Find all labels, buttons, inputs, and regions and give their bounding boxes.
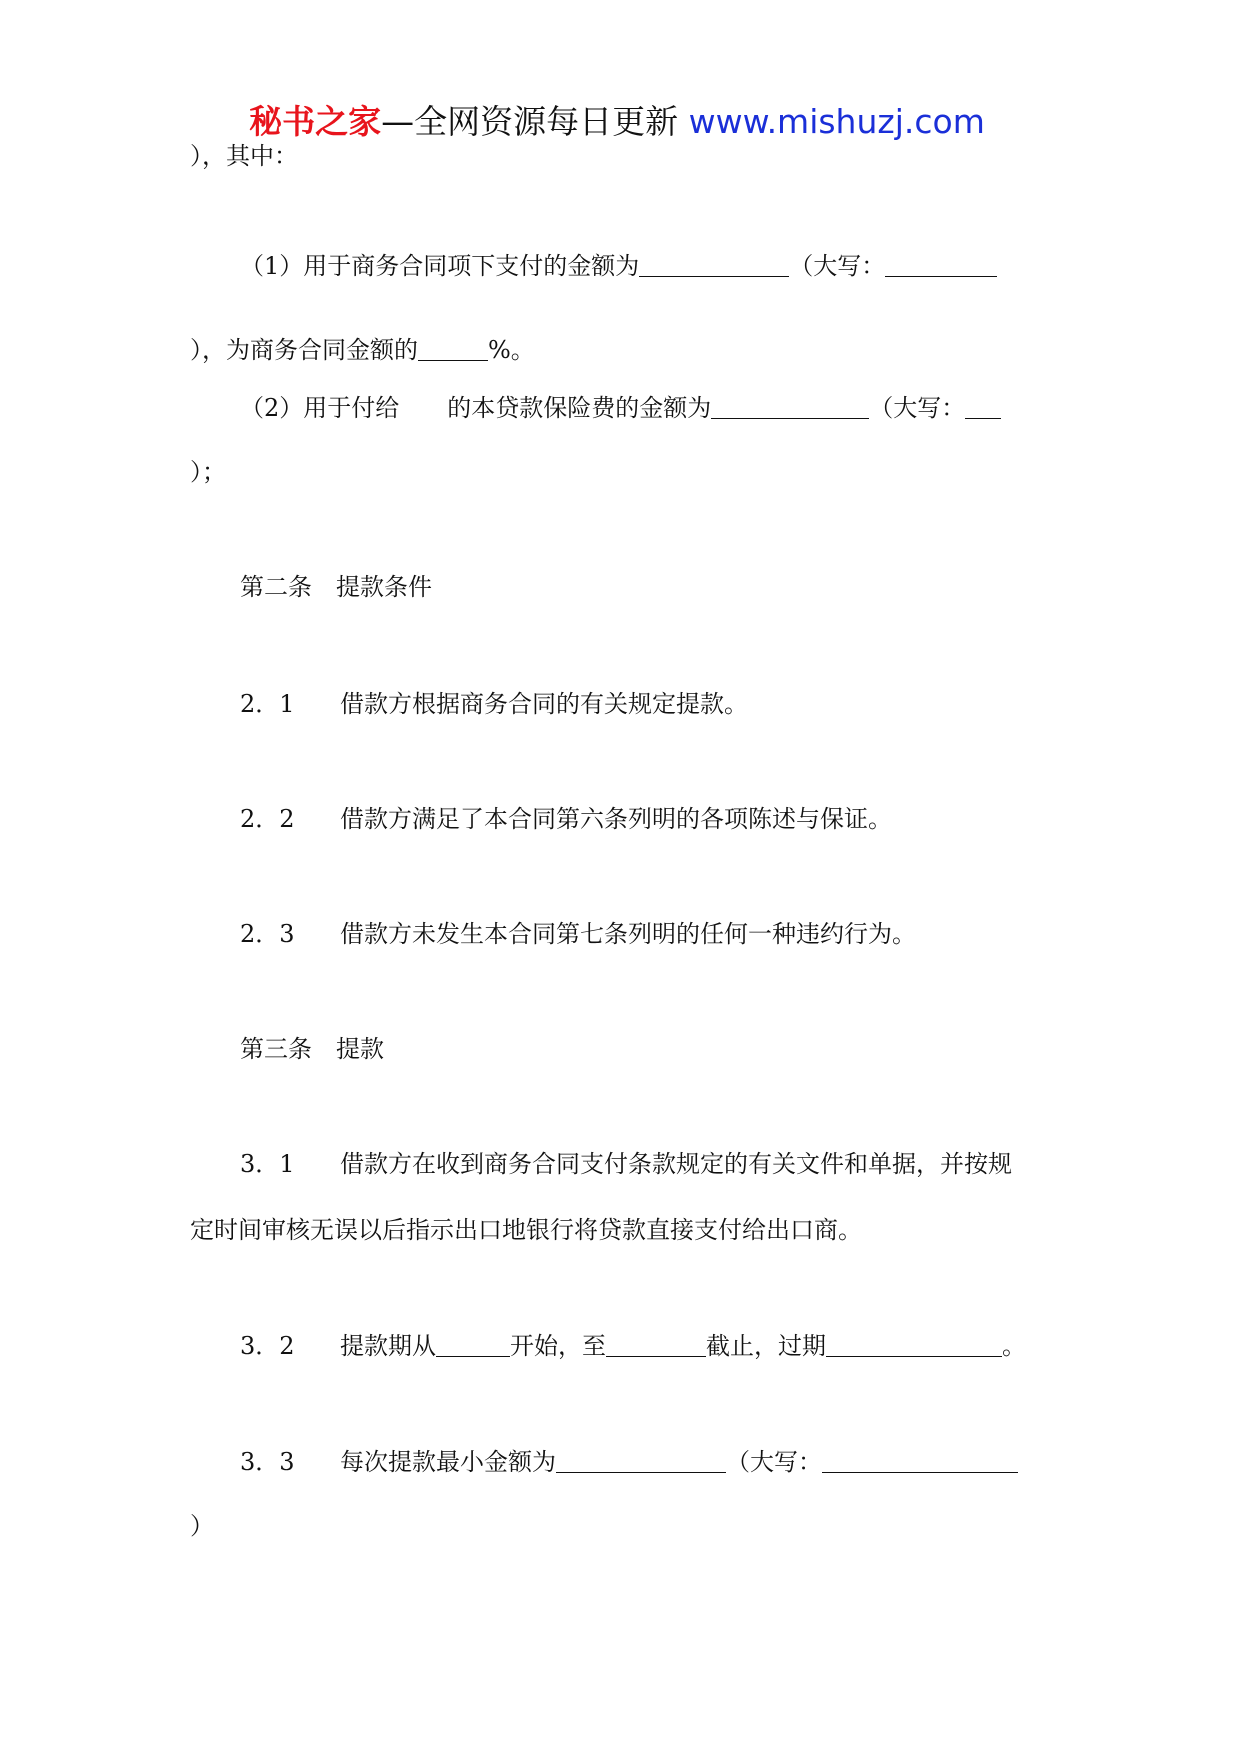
article-3-heading: 第三条 提款 (240, 1035, 384, 1063)
blank-min-amount-capital (822, 1448, 1018, 1473)
item-2-2: 2．2 借款方满足了本合同第六条列明的各项陈述与保证。 (240, 805, 892, 833)
site-slogan: —全网资源每日更新 (381, 102, 679, 141)
clause-1-continuation: ），为商务合同金额的 %。 (190, 336, 535, 364)
text-line: ），其中： (190, 142, 298, 170)
site-url[interactable]: www.mishuzj.com (688, 102, 985, 141)
item-2-1: 2．1 借款方根据商务合同的有关规定提款。 (240, 690, 748, 718)
blank-insurance-capital (965, 394, 1001, 419)
item-3-1-continuation: 定时间审核无误以后指示出口地银行将贷款直接支付给出口商。 (190, 1216, 862, 1244)
clause-2-continuation: ）； (190, 458, 226, 486)
item-2-3: 2．3 借款方未发生本合同第七条列明的任何一种违约行为。 (240, 920, 916, 948)
blank-insurance-amount (711, 394, 869, 419)
blank-amount (639, 252, 789, 277)
blank-percent (418, 336, 488, 361)
site-brand: 秘书之家 (249, 102, 382, 141)
item-3-3-continuation: ） (190, 1512, 214, 1540)
blank-min-amount (556, 1448, 726, 1473)
blank-start-date (436, 1332, 510, 1357)
item-3-2: 3．2 提款期从 开始，至 截止，过期 。 (240, 1332, 1026, 1360)
clause-1-line: （1）用于商务合同项下支付的金额为 （大写： (240, 250, 1044, 282)
blank-end-date (606, 1332, 706, 1357)
blank-amount-capital (885, 252, 997, 277)
item-3-3: 3．3 每次提款最小金额为 （大写： (240, 1446, 1044, 1478)
site-header (0, 100, 1234, 144)
item-3-1: 3．1 借款方在收到商务合同支付条款规定的有关文件和单据，并按规 (240, 1150, 1012, 1178)
article-2-heading: 第二条 提款条件 (240, 573, 432, 601)
blank-expiry (826, 1332, 1002, 1357)
clause-2-line: （2）用于付给 的本贷款保险费的金额为 （大写： (240, 392, 1044, 424)
